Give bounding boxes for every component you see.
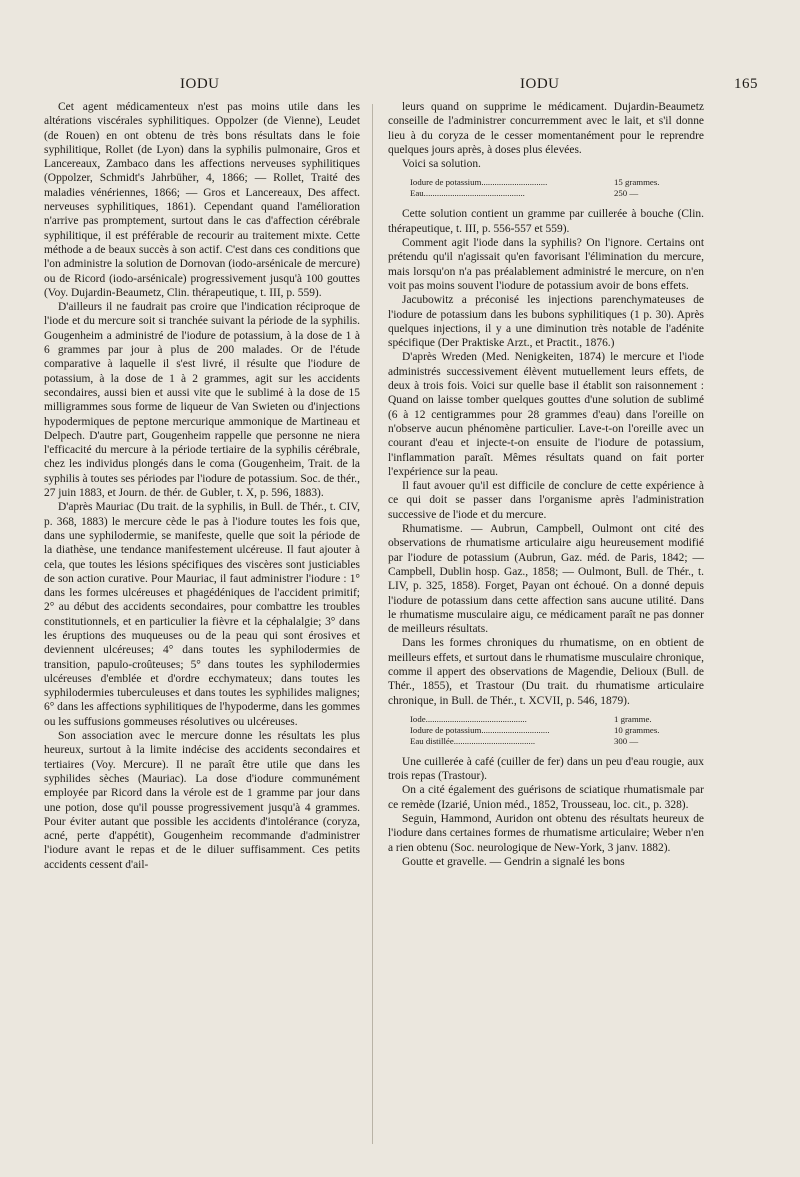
right-column	[388, 100, 704, 1160]
paragraph: Voici sa solution.	[402, 158, 481, 171]
ingredient-name: Iodure de potassium...............................	[410, 724, 550, 735]
ingredient-quantity: 15 grammes.	[614, 177, 660, 188]
table-row	[410, 725, 694, 736]
paragraph: Comment agit l'iode dans la syphilis? On l'ignore. Certains ont prétendu qu'il n'agissait qu'en favorisant l'élimination du mercure, mais lorsqu'on n'a pas préalablement administré le mercure, on n'en voit pas moins souvent l'iodure de potassium avoir de bons effets.	[388, 237, 704, 292]
ingredient-quantity: 10 grammes.	[614, 724, 660, 735]
table-row	[410, 714, 694, 725]
ingredient-name: Iodure de potassium..............................	[410, 177, 548, 188]
left-column	[44, 100, 360, 1160]
paragraph: Cette solution contient un gramme par cuillerée à bouche (Clin. thérapeutique, t. III, p. 556-557 et 559).	[388, 208, 704, 235]
table-row	[410, 188, 694, 199]
ingredient-quantity: 250 —	[614, 188, 639, 199]
paragraph: leurs quand on supprime le médicament. Dujardin-Beaumetz conseille de l'administrer concurremment avec le lait, et s'il donne lieu à du coryza de le cesser momentanément pour le reprendre quelques jours après, à doses plus élevées.	[388, 101, 704, 156]
table-row	[410, 736, 694, 747]
column-divider	[372, 104, 373, 1144]
ingredient-name: Eau distillée.....................................	[410, 735, 536, 746]
running-title-right: IODU	[520, 76, 560, 92]
paragraph: Dans les formes chroniques du rhumatisme, on en obtient de meilleurs effets, et surtout dans le rhumatisme musculaire chronique, comme il appert des observations de Magendie, Delioux (Bull. de Thér., 1855), et Trastour (Du trait. du rhumatisme articulaire chronique, in Bull. de Thér., t. XCVII, p. 546, 1879).	[388, 637, 704, 707]
running-title-left: IODU	[180, 76, 220, 92]
paragraph: Cet agent médicamenteux n'est pas moins utile dans les altérations viscérales syphilitiques. Oppolzer (de Vienne), Leudet (de Rouen) en ont obtenu de très bons résultats dans le foie syphilitique, Rollet (de Lyon) dans la syphilis pulmonaire, Gros et Lancereaux, Zambaco dans les affections nerveuses syphilitiques (Oppolzer, Schmidt's Jahrbüher, 4, 1866; — Rollet, Traité des maladies vénériennes, 1866; — Gros et Lancereaux, Des affect. nerveuses syphilitiques, 1861). Cependant quand l'amélioration n'arrive pas promptement, surtout dans le cas d'affection cérébrale syphilitique, il est préférable de recourir au traitement mixte. Cette méthode a de beaux succès à son actif. C'est dans ces conditions que l'on administre la solution de Dornovan (iodo-arsénicale de mercure) ou de Ricord (iodo-arsénicale) progressivement jusqu'à 100 gouttes (Voy. Dujardin-Beaumetz, Clin. thérapeutique, t. III, p. 559).	[44, 101, 360, 299]
paragraph: D'après Wreden (Med. Nenigkeiten, 1874) le mercure et l'iode administrés successivement élèvent mutuellement leurs effets, de deux à trois fois. Voici sur quelle base il établit son raisonnement : Quand on laisse tomber quelques gouttes d'une solution de sublimé (6 à 12 centigrammes pour 28 grammes d'eau) dans l'oreille on n'observe aucun phénomène particulier. Lave-t-on l'oreille avec un courant d'eau et injecte-t-on ensuite de l'iodure de potassium, l'inflammation paraît. Mêmes résultats quand on fait porter l'expérience sur la peau.	[388, 351, 704, 478]
running-header	[0, 76, 800, 98]
paragraph: Il faut avouer qu'il est difficile de conclure de cette expérience à ce qui doit se passer dans l'organisme après l'administration successive de l'iode et du mercure.	[388, 480, 704, 521]
solution-table	[410, 177, 694, 199]
ingredient-name: Iode..............................................	[410, 713, 527, 724]
paragraph: Une cuillerée à café (cuiller de fer) dans un peu d'eau rougie, aux trois repas (Trastour).	[388, 755, 704, 783]
formula-table	[410, 714, 694, 747]
ingredient-quantity: 1 gramme.	[614, 713, 652, 724]
table-row	[410, 177, 694, 188]
ingredient-name: Eau..............................................	[410, 188, 525, 199]
ingredient-quantity: 300 —	[614, 735, 639, 746]
paragraph: D'ailleurs il ne faudrait pas croire que l'indication réciproque de l'iode et du mercure soit si tranchée suivant la période de la syphilis. Gougenheim a administré de l'iodure de potassium, à la dose de 1 à 6 grammes par jour à plus de 200 malades. Or de l'étude comparative à laquelle il s'est livré, il résulte que l'iodure de potassium, à la dose de 1 à 2 grammes, agit sur les accidents secondaires, aussi bien et aussi vite que le sublimé à la dose de 15 milligrammes sous forme de liqueur de Van Swieten ou d'injections hypodermiques de peptone mercurique ammonique de Martineau et Delpech. D'autre part, Gougenheim rappelle que personne ne niera l'efficacité du mercure à la période tertiaire de la syphilis cérébrale, chez les individus plongés dans le coma (Gougenheim, Trait. de la syphilis à toutes ses périodes par l'iodure de potassium. Soc. de thér., 27 juin 1883, et Journ. de thér. de Gubler, t. X, p. 596, 1883).	[44, 301, 360, 500]
paragraph: Rhumatisme. — Aubrun, Campbell, Oulmont ont cité des observations de rhumatisme articulaire aigu heureusement modifié par l'iodure de potassium (Aubrun, Gaz. méd. de Paris, 1842; — Campbell, Dublin hosp. Gaz., 1858; — Oulmont, Bull. de Thér., t. LIV, p. 325, 1858). Forget, Payan ont échoué. On a donné depuis l'iodure de potassium dans cette affection sans aucune utilité. Dans le rhumatisme musculaire aigu, ce médicament paraît ne pas donner de meilleurs résultats.	[388, 523, 704, 636]
paragraph: Son association avec le mercure donne les résultats les plus heureux, surtout à la limite indécise des accidents secondaires et tertiaires (Voy. Mercure). Il ne paraît être utile que dans les syphilides sèches (Mauriac). La dose d'iodure communément employée par Ricord dans la vérole est de 1 gramme par jour dans une potion, dose qu'il pousse progressivement jusqu'à 4 grammes. Pour éviter autant que possible les accidents d'intolérance (coryza, acné, perte d'appétit), Gougenheim recommande d'administrer l'iodure avant le repas et de le diluer suffisamment. Ces petits accidents cessent d'ail-	[44, 730, 360, 871]
paragraph: Jacubowitz a préconisé les injections parenchymateuses de l'iodure de potassium dans les bubons syphilitiques (1 p. 30). Après quelques injections, il y a une diminution très notable de l'adénite spécifique (Der Praktiske Arzt., et Practit., 1876.)	[388, 294, 704, 350]
paragraph: On a cité également des guérisons de sciatique rhumatismale par ce remède (Izarié, Union méd., 1852, Trousseau, loc. cit., p. 328).	[388, 784, 704, 811]
paragraph: Seguin, Hammond, Auridon ont obtenu des résultats heureux de l'iodure dans certaines formes de rhumatisme articulaire; Weber n'en a rien obtenu (Soc. neurologique de New-York, 3 janv. 1882).	[388, 813, 704, 854]
paragraph: Goutte et gravelle. — Gendrin a signalé les bons	[402, 855, 625, 868]
paragraph: D'après Mauriac (Du trait. de la syphilis, in Bull. de Thér., t. CIV, p. 368, 1883) le mercure cède le pas à l'iodure toutes les fois que, dans une syphilodermie, se manifeste, quelle que soit la période de la diathèse, une tendance manifestement ulcéreuse. Il faut ajouter à cela, que toutes les lésions spécifiques des viscères sont justiciables de son action curative. Pour Mauriac, il faut administrer l'iodure : 1° dans les formes ulcéreuses et phagédéniques de l'accident primitif; 2° au début des accidents secondaires, pour combattre les troubles constitutionnels, et en particulier la fièvre et la céphalalgie; 3° dans les éruptions des muqueuses ou de la peau qui sont érosives et deviennent ulcéreuses; 4° dans toutes les syphilodermies de transition, papulo-croûteuses; 5° dans toutes les syphilodermies ulcéreuses d'emblée et d'ordre ecchymateux; dans toutes les syphilodermies tuberculeuses et dans toutes les syphilides malignes; 6° dans les affections syphilitiques de l'hypoderme, dans les gommes ou les suffusions gommeuses résolutives ou ulcéreuses.	[44, 501, 360, 728]
page-number: 165	[734, 76, 758, 92]
